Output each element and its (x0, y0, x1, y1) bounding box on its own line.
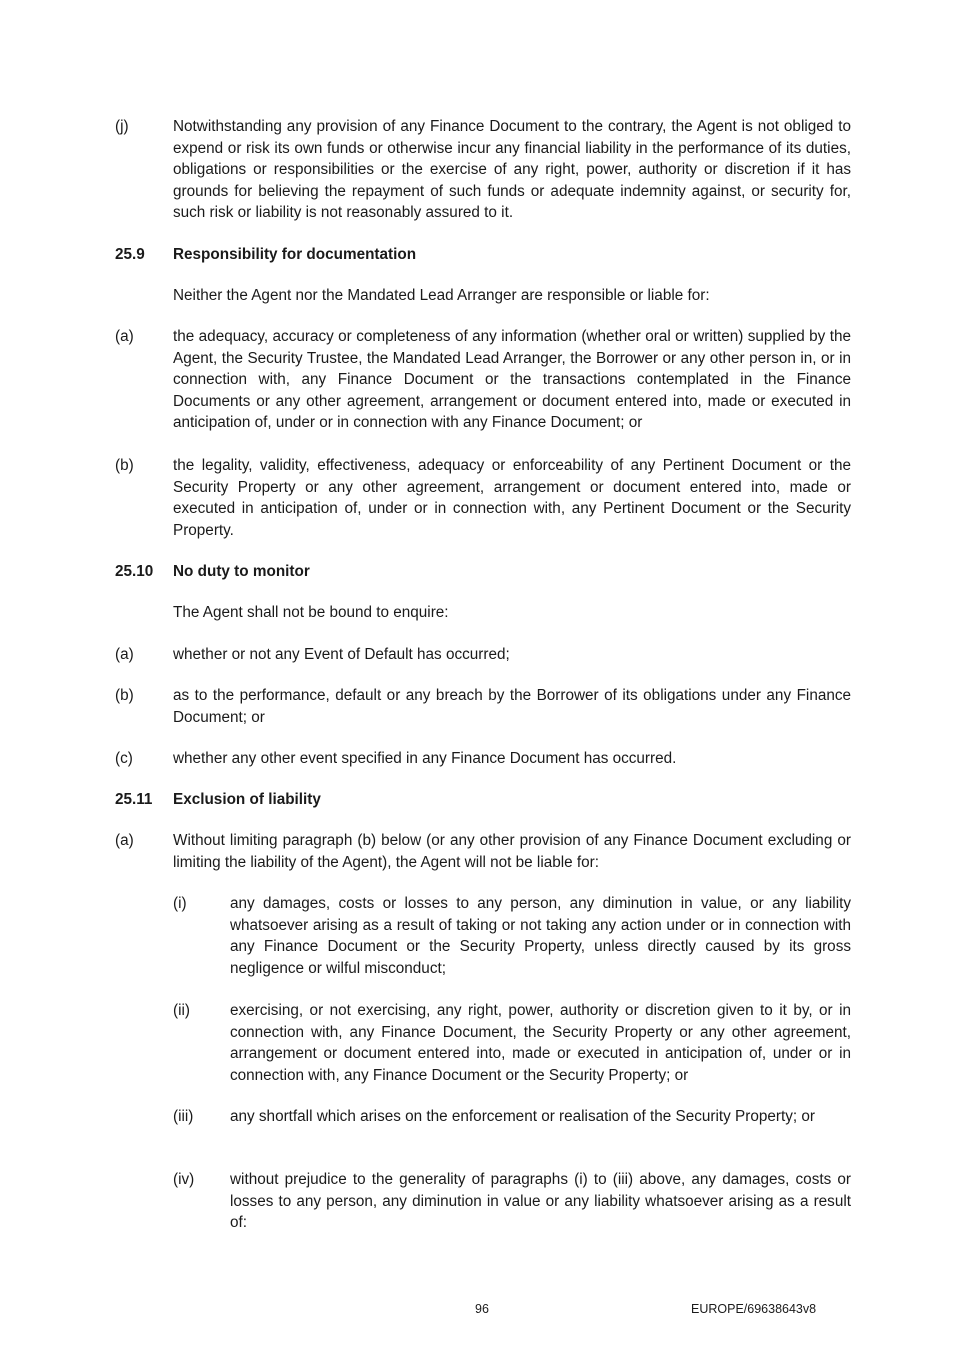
paragraph-b (115, 455, 851, 541)
subparagraph-iv (115, 1169, 851, 1234)
intro-text (115, 285, 851, 307)
subparagraph-label: (iv) (173, 1171, 195, 1188)
subparagraph-text: exercising, or not exercising, any right, power, authority or discretion given to it by, or in connection with, any Finance Document, the Security Property or any other agreement, arrangement or document entered into, made or executed in anticipation of, under or in connection with, any Finance Document or the Security Property; or (230, 1002, 851, 1084)
paragraph-text: whether or not any Event of Default has occurred; (173, 646, 510, 663)
paragraph-text: the adequacy, accuracy or completeness of any information (whether oral or written) supplied by the Agent, the Security Trustee, the Mandated Lead Arranger, the Borrower or any other person in, or in connection with, any Finance Document or the transactions contemplated in the Finance Documents or any other agreement, arrangement or document entered into, made or executed in anticipation of, under or in connection with any Finance Document; or (173, 328, 851, 432)
paragraph-a (115, 830, 851, 873)
document-reference: EUROPE/69638643v8 (691, 1302, 817, 1316)
paragraph-text: whether any other event specified in any Finance Document has occurred. (173, 750, 677, 767)
paragraph-a (115, 644, 851, 666)
section-number: 25.9 (115, 246, 145, 263)
section-title: Exclusion of liability (173, 791, 321, 808)
paragraph-label: (j) (115, 118, 129, 135)
paragraph-text: the legality, validity, effectiveness, adequacy or enforceability of any Pertinent Document or the Security Property or any other agreement, arrangement or document entered into, made or executed in anticipation of, under or in connection with, any Pertinent Document or the Security Property. (173, 457, 851, 539)
paragraph-label: (a) (115, 646, 134, 663)
subparagraph-text: any damages, costs or losses to any person, any diminution in value, or any liability whatsoever arising as a result of taking or not taking any action under or in connection with any Finance Document or the Security Property, unless directly caused by its gross negligence or wilful misconduct; (230, 895, 851, 977)
intro-text (115, 602, 851, 624)
paragraph-text: Notwithstanding any provision of any Finance Document to the contrary, the Agent is not obliged to expend or risk its own funds or otherwise incur any financial liability in the performance of its duties, obligations or responsibilities or the exercise of any right, power, authority or discretion if it has grounds for believing the repayment of such funds or adequate indemnity against, or security for, such risk or liability is not reasonably assured to it. (173, 118, 851, 222)
paragraph-text: as to the performance, default or any breach by the Borrower of its obligations under any Finance Document; or (173, 687, 851, 726)
paragraph-label: (b) (115, 457, 134, 474)
subparagraph-ii (115, 1000, 851, 1086)
subparagraph-label: (i) (173, 895, 187, 912)
subparagraph-text: without prejudice to the generality of paragraphs (i) to (iii) above, any damages, costs or losses to any person, any diminution in value or any liability whatsoever arising as a result of: (230, 1171, 851, 1232)
paragraph-label: (c) (115, 750, 133, 767)
section-title: Responsibility for documentation (173, 246, 417, 263)
section-heading-25-11 (115, 789, 851, 811)
paragraph-text: Neither the Agent nor the Mandated Lead Arranger are responsible or liable for: (173, 287, 710, 304)
paragraph-text: Without limiting paragraph (b) below (or any other provision of any Finance Document excluding or limiting the liability of the Agent), the Agent will not be liable for: (173, 832, 851, 871)
paragraph-j (115, 116, 851, 224)
section-number: 25.10 (115, 563, 154, 580)
subparagraph-iii (115, 1106, 851, 1128)
subparagraph-i (115, 893, 851, 979)
section-title: No duty to monitor (173, 563, 310, 580)
paragraph-a (115, 326, 851, 434)
page-number: 96 (475, 1302, 489, 1316)
section-number: 25.11 (115, 791, 153, 808)
paragraph-text: The Agent shall not be bound to enquire: (173, 604, 449, 621)
paragraph-label: (a) (115, 832, 134, 849)
section-heading-25-9 (115, 244, 851, 266)
paragraph-c (115, 748, 851, 770)
subparagraph-label: (iii) (173, 1108, 194, 1125)
subparagraph-text: any shortfall which arises on the enforcement or realisation of the Security Property; or (230, 1108, 815, 1125)
paragraph-label: (a) (115, 328, 134, 345)
subparagraph-label: (ii) (173, 1002, 190, 1019)
paragraph-b (115, 685, 851, 728)
paragraph-label: (b) (115, 687, 134, 704)
section-heading-25-10 (115, 561, 851, 583)
